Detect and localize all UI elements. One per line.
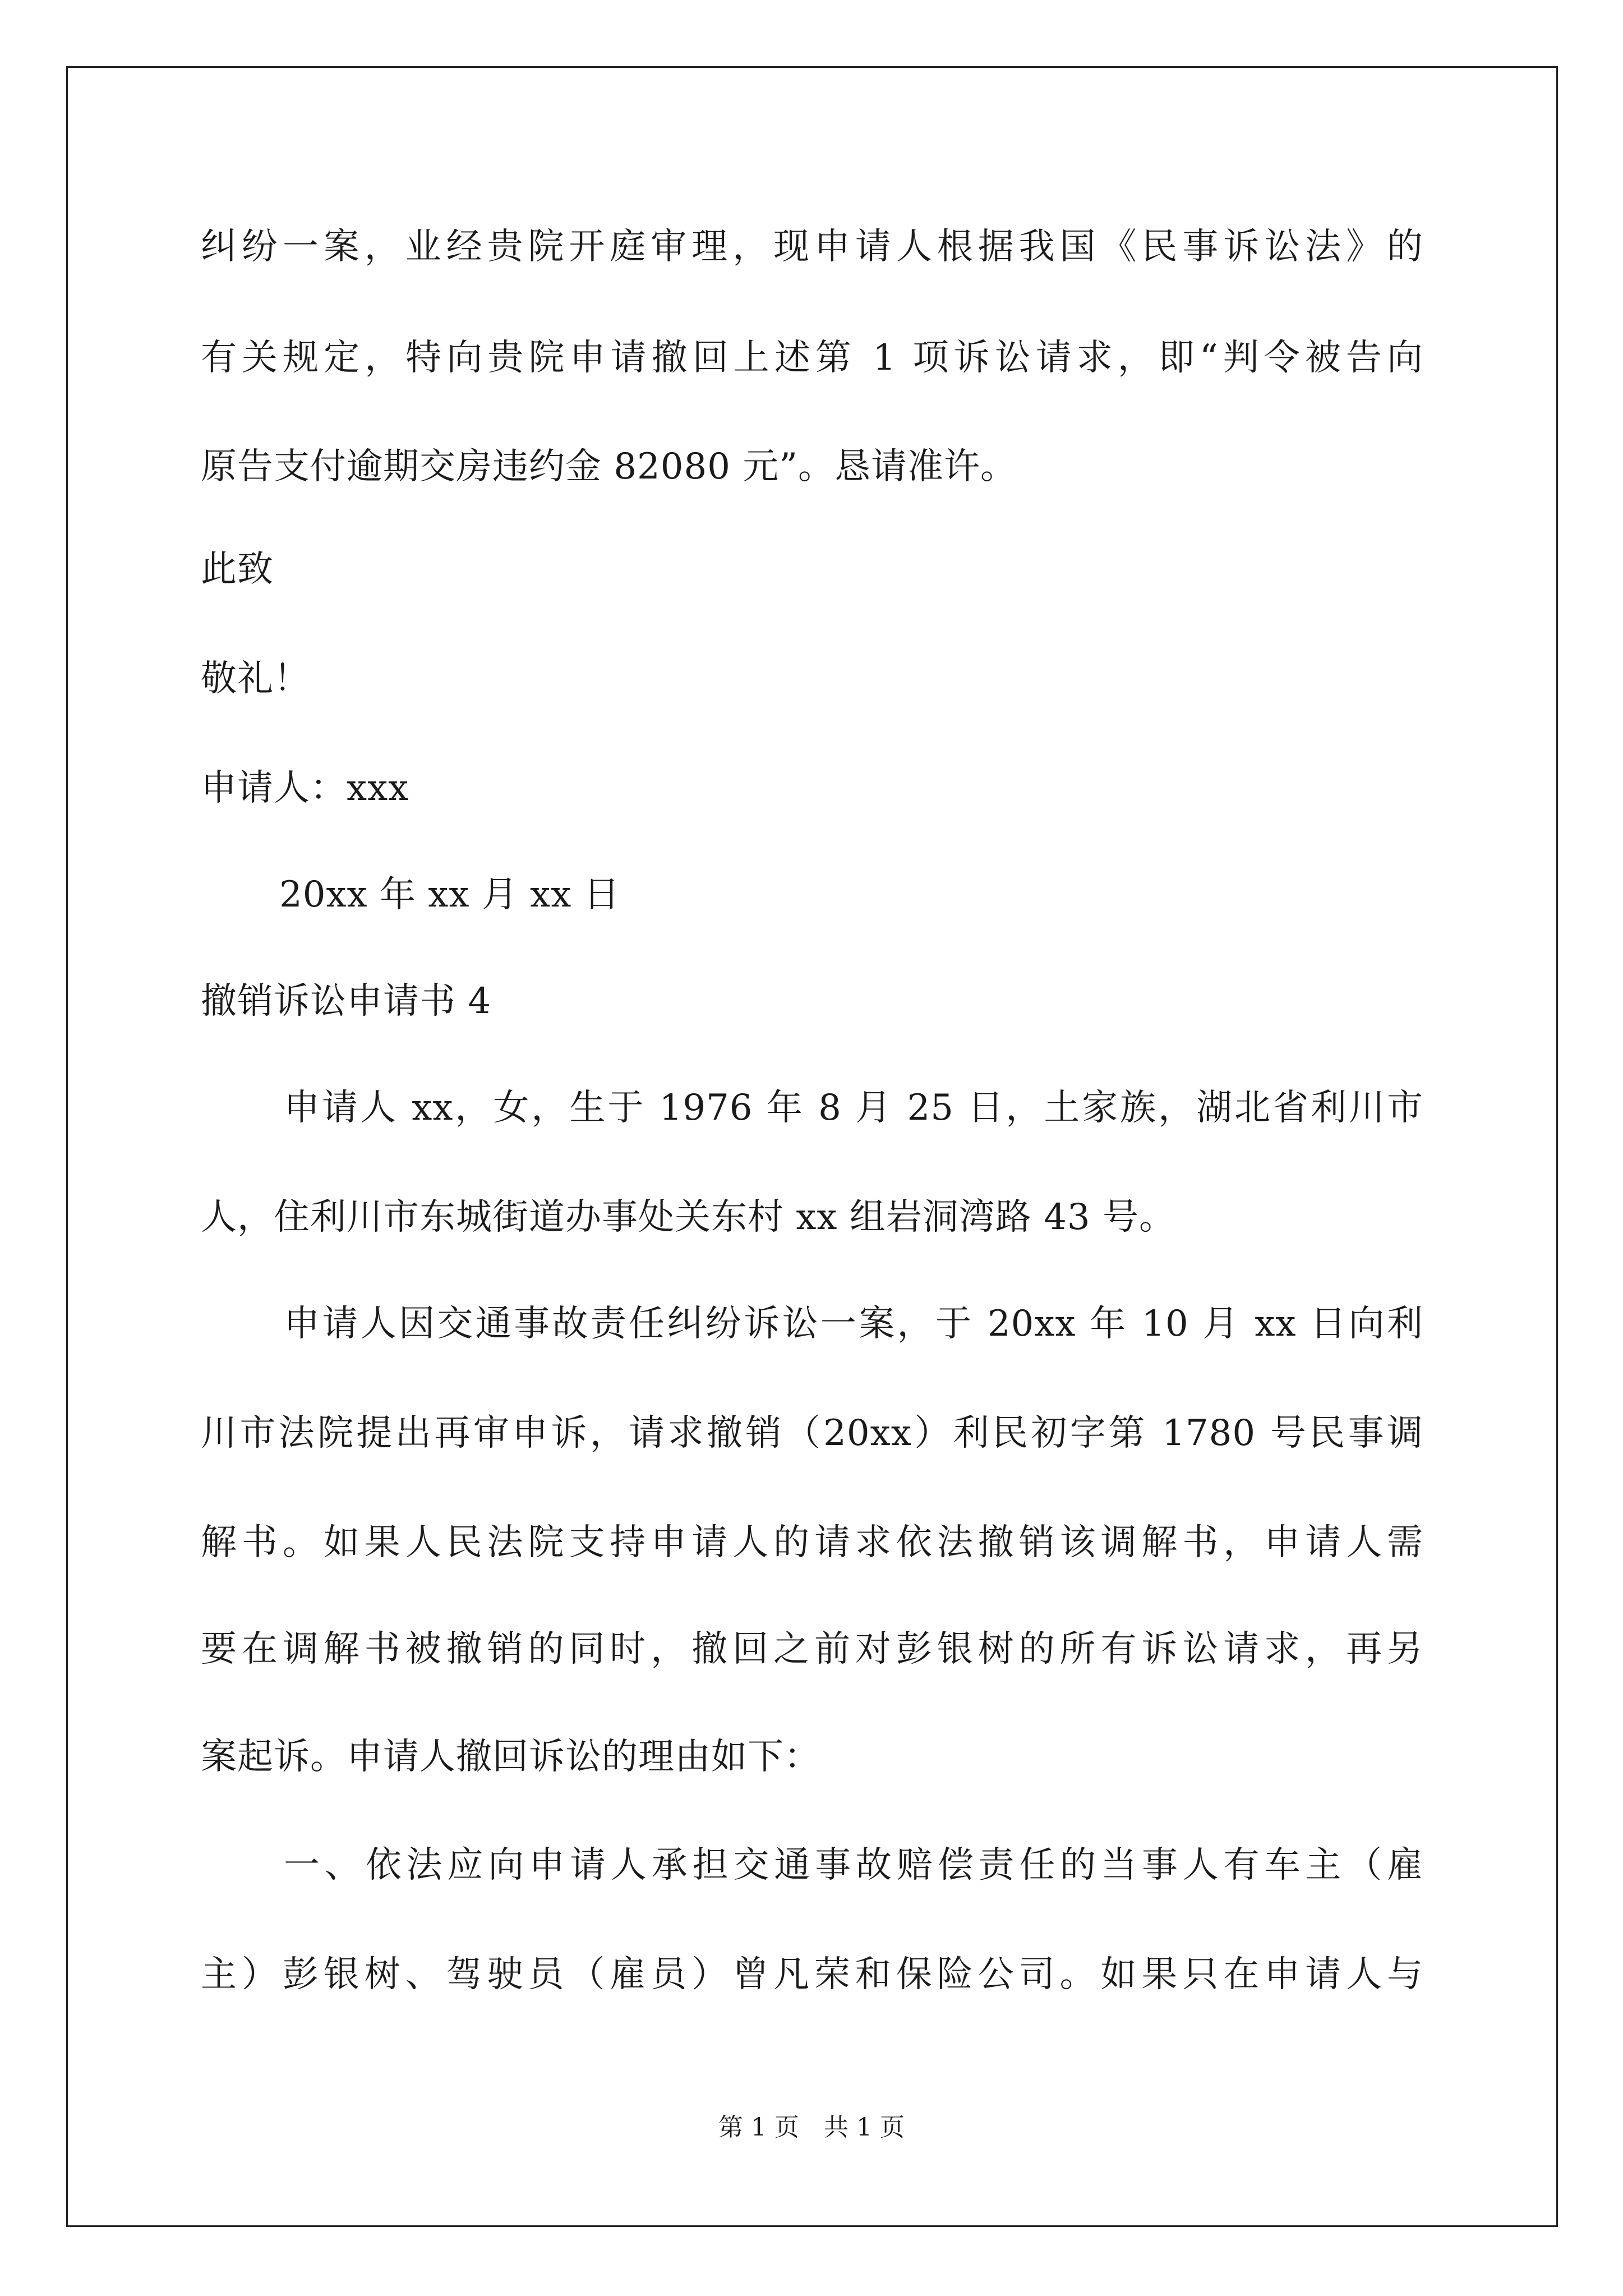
body-line-10: 人，住利川市东城街道办事处关东村 xx 组岩洞湾路 43 号。 [201, 1197, 1175, 1238]
body-line-13: 解书。如果人民法院支持申请人的请求依法撤销该调解书，申请人需 [201, 1522, 1423, 1563]
body-line-16: 一、依法应向申请人承担交通事故赔偿责任的当事人有车主（雇 [284, 1844, 1423, 1886]
applicant-signature: 申请人：xxx [201, 767, 409, 809]
body-line-12: 川市法院提出再审申诉，请求撤销（20xx）利民初字第 1780 号民事调 [201, 1412, 1423, 1454]
body-line-3: 原告支付逾期交房违约金 82080 元”。恳请准许。 [201, 446, 1017, 487]
body-line-9: 申请人 xx，女，生于 1976 年 8 月 25 日，土家族，湖北省利川市 [284, 1087, 1423, 1129]
page-footer: 第 1 页 共 1 页 [718, 2113, 905, 2142]
closing-regards: 敬礼！ [201, 658, 310, 700]
body-line-11: 申请人因交通事故责任纠纷诉讼一案，于 20xx 年 10 月 xx 日向利 [284, 1303, 1423, 1345]
body-line-2: 有关规定，特向贵院申请撤回上述第 1 项诉讼请求，即“判令被告向 [201, 337, 1423, 379]
body-line-1: 纠纷一案，业经贵院开庭审理，现申请人根据我国《民事诉讼法》的 [201, 226, 1423, 268]
signature-date: 20xx 年 xx 月 xx 日 [279, 874, 620, 915]
page-border [66, 66, 1558, 2227]
body-line-14: 要在调解书被撤销的同时，撤回之前对彭银树的所有诉讼请求，再另 [201, 1628, 1423, 1670]
body-line-15: 案起诉。申请人撤回诉讼的理由如下： [201, 1736, 820, 1778]
section-title: 撤销诉讼申请书 4 [201, 981, 492, 1022]
closing-salutation: 此致 [201, 549, 274, 590]
body-line-17: 主）彭银树、驾驶员（雇员）曾凡荣和保险公司。如果只在申请人与 [201, 1954, 1423, 1995]
